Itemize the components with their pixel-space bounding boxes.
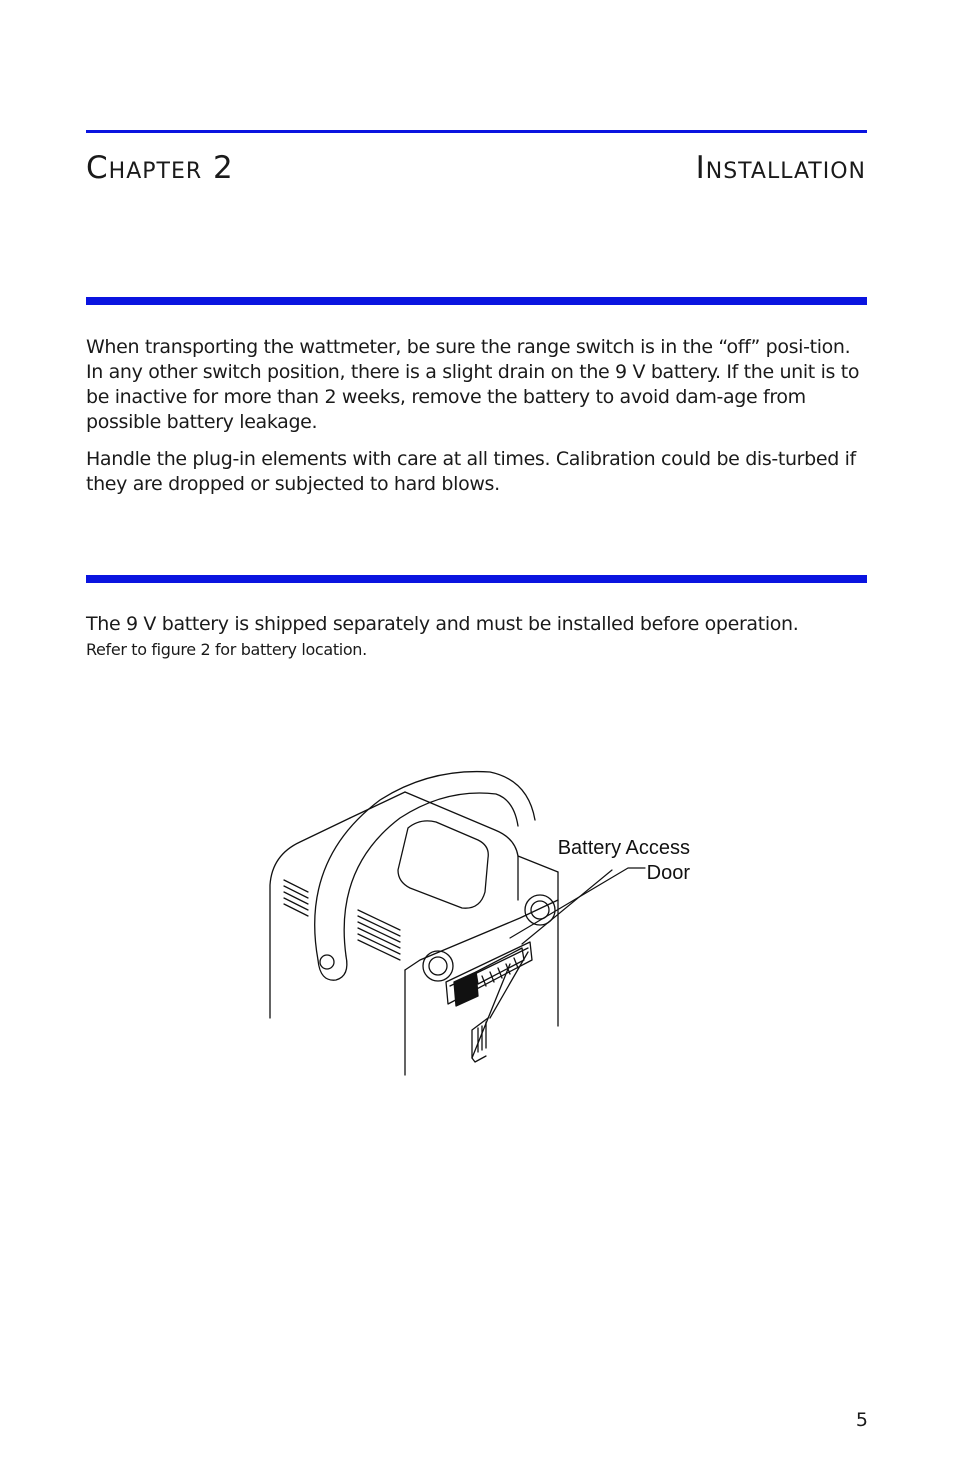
section-1 [86,335,867,497]
paragraph: When transporting the wattmeter, be sure the range switch is in the “off” posi-tion. In any other switch position, there is a slight drain on the 9 V battery. If the unit is to be inactive for more than 2 weeks, remove the battery to avoid dam-age from possible battery leakage. [86,336,860,433]
battery-location-figure [260,760,700,1080]
section-rule-2 [86,575,867,583]
paragraph: Handle the plug-in elements with care at all times. Calibration could be dis-turbed if they are dropped or subjected to hard blows. [86,448,856,495]
callout-line-1: Battery Access [557,837,690,859]
wattmeter-drawing [260,760,700,1080]
callout-line-2: Door [646,862,690,884]
section-2 [86,612,867,661]
page-number: 5 [855,1409,868,1431]
battery-door-callout [510,836,690,886]
chapter-label: Chapter 2 [86,150,234,186]
chapter-title: Installation [695,150,866,186]
figure-reference-note: Refer to figure 2 for battery location. [86,640,367,659]
paragraph: The 9 V battery is shipped separately and must be installed before operation. [86,613,799,635]
chapter-top-rule [86,130,867,133]
section-rule-1 [86,297,867,305]
